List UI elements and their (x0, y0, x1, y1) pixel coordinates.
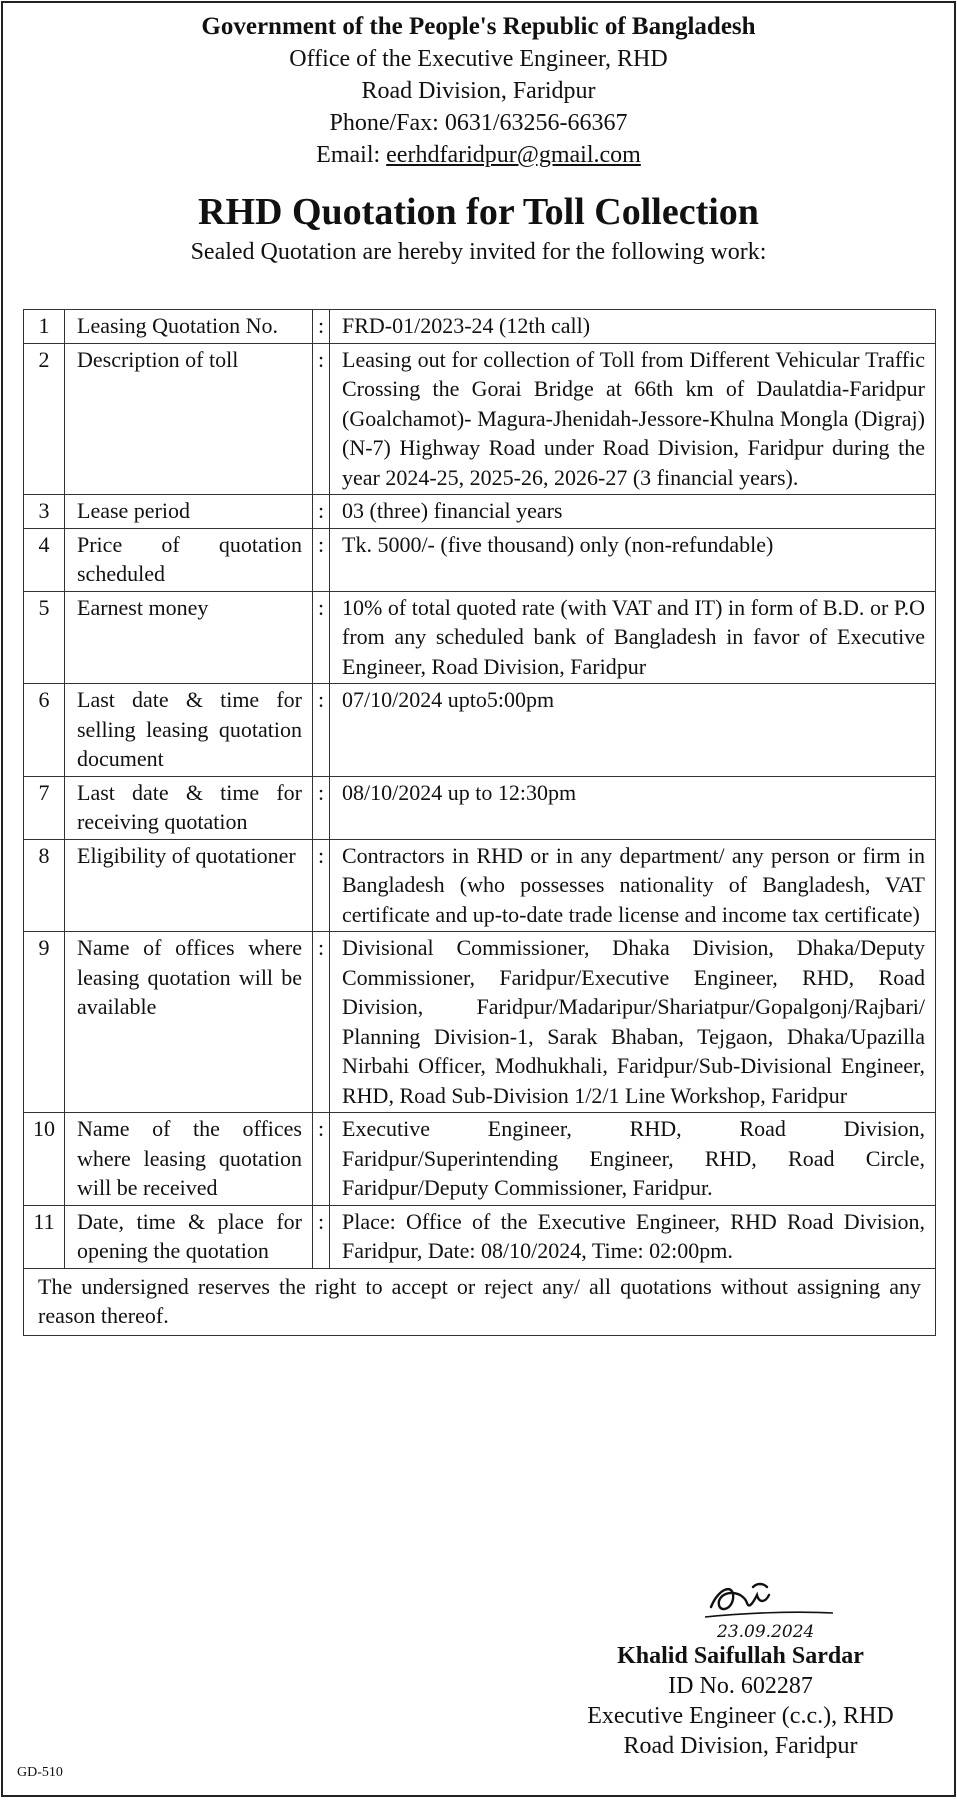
row-number: 3 (24, 495, 65, 529)
row-value: 03 (three) financial years (330, 495, 936, 529)
row-value: 07/10/2024 upto5:00pm (330, 684, 936, 777)
row-value: 08/10/2024 up to 12:30pm (330, 776, 936, 839)
row-colon: : (313, 1205, 330, 1268)
table-row (24, 343, 936, 495)
table-row (24, 528, 936, 591)
notice-title: RHD Quotation for Toll Collection (198, 191, 759, 233)
reservation-note: The undersigned reserves the right to accept or reject any/ all quotations without assigning any reason thereof. (24, 1268, 936, 1335)
row-value: FRD-01/2023-24 (12th call) (330, 310, 936, 344)
table-row (24, 776, 936, 839)
email-link[interactable]: eerhdfaridpur@gmail.com (386, 142, 641, 168)
signatory-designation: Executive Engineer (c.c.), RHD (587, 1703, 894, 1729)
row-label: Lease period (65, 495, 313, 529)
row-label: Earnest money (65, 591, 313, 684)
row-colon: : (313, 343, 330, 495)
row-label: Price of quotation scheduled (65, 528, 313, 591)
row-label: Name of offices where leasing quotation will be available (65, 932, 313, 1113)
row-number: 2 (24, 343, 65, 495)
row-label: Description of toll (65, 343, 313, 495)
phone-fax: Phone/Fax: 0631/63256-66367 (329, 110, 628, 136)
row-value: Tk. 5000/- (five thousand) only (non-refundable) (330, 528, 936, 591)
government-name: Government of the People's Republic of Bangladesh (201, 13, 756, 40)
division-name: Road Division, Faridpur (361, 78, 596, 104)
notice-subtitle: Sealed Quotation are hereby invited for the following work: (190, 239, 767, 265)
row-number: 7 (24, 776, 65, 839)
footer-note-row (24, 1268, 936, 1335)
table-row (24, 684, 936, 777)
row-value: Contractors in RHD or in any department/ any person or firm in Bangladesh (who possesses nationality of Bangladesh, VAT certificate and up-to-date trade license and income tax certificate) (330, 839, 936, 932)
email-line (3, 139, 954, 171)
table-row (24, 839, 936, 932)
row-colon: : (313, 1113, 330, 1206)
row-label: Leasing Quotation No. (65, 310, 313, 344)
row-number: 5 (24, 591, 65, 684)
row-label: Last date & time for selling leasing quotation document (65, 684, 313, 777)
signatory-id: ID No. 602287 (668, 1673, 813, 1699)
table-row (24, 932, 936, 1113)
row-value: Leasing out for collection of Toll from Different Vehicular Traffic Crossing the Gorai Bridge at 66th km of Daulatdia-Faridpur (Goalchamot)- Magura-Jhenidah-Jessore-Khulna Mongla (Digraj) (N-7) Highway Road under Road Division, Faridpur during the year 2024-25, 2025-26, 2026-27 (3 financial years). (330, 343, 936, 495)
row-number: 1 (24, 310, 65, 344)
row-colon: : (313, 310, 330, 344)
email-label: Email: (316, 142, 387, 168)
document-code: GD-510 (17, 1765, 63, 1780)
table-row (24, 1205, 936, 1268)
row-value: Place: Office of the Executive Engineer, RHD Road Division, Faridpur, Date: 08/10/2024, Time: 02:00pm. (330, 1205, 936, 1268)
letterhead (3, 3, 954, 171)
row-number: 8 (24, 839, 65, 932)
quotation-details-table (23, 309, 936, 1336)
quotation-notice-page (1, 1, 956, 1797)
signatory-division: Road Division, Faridpur (623, 1733, 858, 1759)
row-number: 4 (24, 528, 65, 591)
row-label: Eligibility of quotationer (65, 839, 313, 932)
signatory-name: Khalid Saifullah Sardar (617, 1643, 864, 1669)
row-colon: : (313, 528, 330, 591)
row-colon: : (313, 839, 330, 932)
signatory-block (563, 1641, 918, 1761)
row-colon: : (313, 684, 330, 777)
row-number: 10 (24, 1113, 65, 1206)
row-value: 10% of total quoted rate (with VAT and IT) in form of B.D. or P.O from any scheduled bank of Bangladesh in favor of Executive Engineer, Road Division, Faridpur (330, 591, 936, 684)
row-colon: : (313, 932, 330, 1113)
row-value: Executive Engineer, RHD, Road Division, Faridpur/Superintending Engineer, RHD, Road Circle, Faridpur/Deputy Commissioner, Faridpur. (330, 1113, 936, 1206)
row-number: 6 (24, 684, 65, 777)
table-row (24, 495, 936, 529)
row-label: Name of the offices where leasing quotation will be received (65, 1113, 313, 1206)
table-row (24, 310, 936, 344)
row-number: 9 (24, 932, 65, 1113)
row-label: Date, time & place for opening the quotation (65, 1205, 313, 1268)
table-row (24, 591, 936, 684)
row-value: Divisional Commissioner, Dhaka Division, Dhaka/Deputy Commissioner, Faridpur/Executive Engineer, RHD, Road Division, Faridpur/Madaripur/Shariatpur/Gopalgonj/Rajbari/ Planning Division-1, Sarak Bhaban, Tejgaon, Dhaka/Upazilla Nirbahi Officer, Modhukhali, Faridpur/Sub-Divisional Engineer, RHD, Road Sub-Division 1/2/1 Line Workshop, Faridpur (330, 932, 936, 1113)
office-name: Office of the Executive Engineer, RHD (289, 46, 668, 72)
row-colon: : (313, 591, 330, 684)
row-number: 11 (24, 1205, 65, 1268)
handwritten-signature (683, 1573, 843, 1645)
row-colon: : (313, 776, 330, 839)
table-row (24, 1113, 936, 1206)
row-colon: : (313, 495, 330, 529)
handwritten-date: 23.09.2024 (717, 1622, 815, 1642)
row-label: Last date & time for receiving quotation (65, 776, 313, 839)
